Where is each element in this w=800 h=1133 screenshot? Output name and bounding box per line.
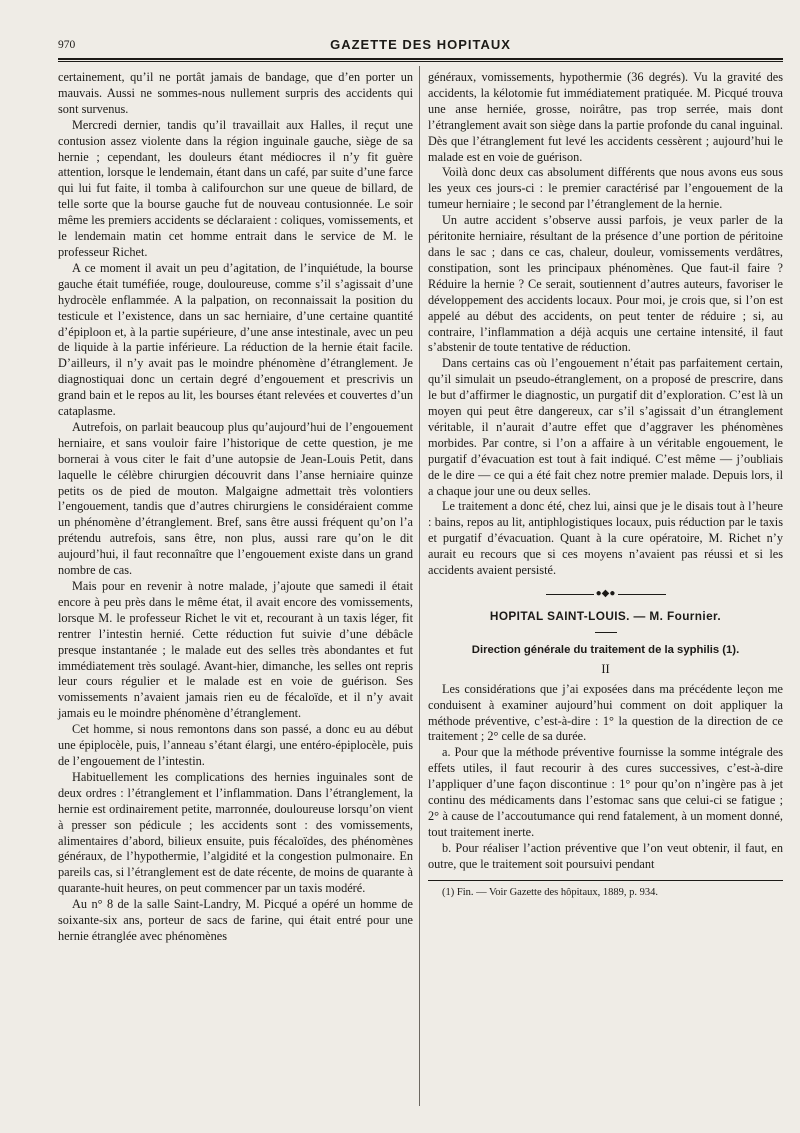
header-rule-thick <box>58 58 783 60</box>
paragraph: Un autre accident s’observe aussi parfois, je veux parler de la péritonite herniaire, résultant de la présence d’une portion de péritoine dans le sac ; dans ce cas, chaleur, douleur, vomissements verdâtres, constipation, sont les principaux phénomènes. Que faut-il faire ? Réduire la hernie ? Ce serait, soutiennent d’autres auteurs, favoriser le développement des accidents locaux. Pour moi, je crois que, si l’on est appelé au début des accidents, on peut tenter de réduire ; si, au contraire, l’inflammation a déjà acquis une certaine intensité, il faut s’abstenir de toute tentative de réduction. <box>428 213 783 355</box>
paragraph: Mais pour en revenir à notre malade, j’ajoute que samedi il était encore à peu près dans le même état, il avait encore des vomissements, lorsque M. le professeur Richet le vit et, recourant à un taxis léger, fit rentrer l’intestin hernié. Cette réduction fut suivie d’une débâcle presque instantanée ; le malade eut des selles très abondantes et fut immédiatement très soulagé. Avant-hier, dimanche, les selles ont repris leur cours régulier et le malade est en voie de guérison. Ses vomissements n’avaient jamais rien eu de fécaloïde, et il n’y avait jamais eu le moindre phénomène d’étranglement. <box>58 579 413 721</box>
section-ornament <box>546 588 666 599</box>
column-divider <box>419 66 420 1106</box>
paragraph: Les considérations que j’ai exposées dans ma précédente leçon me conduisent à examiner aujourd’hui comment on doit appliquer la méthode préventive, c’est-à-dire : 1° la question de la direction de ce traitement ; 2° celle de sa durée. <box>428 681 783 744</box>
paragraph: Au n° 8 de la salle Saint-Landry, M. Picqué a opéré un homme de soixante-six ans, porteur de sacs de farine, qui était entré pour une hernie étranglée avec phénomènes <box>58 897 413 943</box>
paragraph: Cet homme, si nous remontons dans son passé, a donc eu au début une épiplocèle, puis, l’anneau s’étant élargi, une entéro-épiplocèle, puis de l’engouement de l’intestin. <box>58 722 413 768</box>
paragraph: Mercredi dernier, tandis qu’il travaillait aux Halles, il reçut une contusion assez violente dans la région inguinale gauche, siège de sa hernie ; cependant, les douleurs étant médiocres il n’y fit guère attention, lorsque le lendemain, étant dans un café, par suite d’une farce qui lui fut faite, il tomba à califourchon sur une queue de billard, de telle sorte que la bourse gauche fut de nouveau contusionnée. Le soir même les premiers accidents se déclaraient : coliques, vomissements, et le lendemain matin cet homme entrait dans le service de M. le professeur Richet. <box>58 117 413 259</box>
paragraph: a. Pour que la méthode préventive fournisse la somme intégrale des effets utiles, il faut recourir à des cures successives, c’est-à-dire l’appliquer d’une façon discontinue : 1° pour qu’on n’ingère pas à jet continu des médicaments dans l’estomac sans que celui-ci se fatigue ; 2° à cause de l’accoutumance qui rend fatalement, à un moment donné, tout traitement inerte. <box>428 745 783 839</box>
hospital-heading: HOPITAL SAINT-LOUIS. — M. Fournier. <box>489 609 722 623</box>
paragraph: Le traitement a donc été, chez lui, ainsi que je le disais tout à l’heure : bains, repos au lit, antiphlogistiques locaux, puis réduction par le taxis et purgatif d’évacuation. Quant à la cure opératoire, M. Richet n’y aurait eu recours que si ces moyens n’avaient pas réussi et si les accidents avaient persisté. <box>428 499 783 578</box>
page-header <box>58 36 783 56</box>
heading-short-rule <box>595 632 617 633</box>
article-subheading: Direction générale du traitement de la syphilis (1). <box>471 643 740 656</box>
paragraph: généraux, vomissements, hypothermie (36 degrés). Vu la gravité des accidents, la kélotomie fut immédiatement pratiquée. M. Picqué trouva une anse herniée, grosse, noirâtre, pas trop serrée, mais dont l’étranglement avait son siège dans la partie profonde du canal inguinal. Dès que l’étranglement fut levé les accidents cessèrent ; aujourd’hui le malade est en voie de guérison. <box>428 70 783 164</box>
paragraph: b. Pour réaliser l’action préventive que l’on veut obtenir, il faut, en outre, que le traitement soit poursuivi pendant <box>428 840 783 871</box>
part-numeral: II <box>601 661 610 676</box>
right-column <box>428 70 783 899</box>
journal-title: GAZETTE DES HOPITAUX <box>330 37 511 52</box>
header-rule-thin <box>58 61 783 62</box>
paragraph: Voilà donc deux cas absolument différents que nous avons eus sous les yeux ces jours-ci : le premier caractérisé par l’engouement de la tumeur herniaire ; le second par l’étranglement de la hernie. <box>428 165 783 212</box>
ornament-line-right <box>618 594 666 595</box>
paragraph: certainement, qu’il ne portât jamais de bandage, que d’en porter un mauvais. Aussi ne sommes-nous nullement surpris des accidents qui sont survenus. <box>58 70 413 116</box>
ornament-dots-icon: ●◆● <box>595 588 616 599</box>
paragraph: Habituellement les complications des hernies inguinales sont de deux ordres : l’étranglement et l’inflammation. Dans l’étranglement, la hernie est ordinairement petite, marronnée, douloureuse lorsqu’on vient à presser son pédicule ; les accidents sont : des vomissements, alimentaires d’abord, bilieux ensuite, puis fécaloïdes, des phénomènes généraux, de l’hypothermie, l’algidité et la congestion pulmonaire. En pareils cas, si l’étranglement est de date récente, de moins de quarante à quarante-huit heures, on peut commencer par un taxis modéré. <box>58 769 413 896</box>
paragraph: Dans certains cas où l’engouement n’était pas parfaitement certain, qu’il simulait un pseudo-étranglement, on a proposé de prescrire, dans le but d’affirmer le diagnostic, un purgatif dit d’exploration. C’est là un moyen qui peut être dangereux, car s’il s’agissait d’un étranglement véritable, il n’aurait d’autre effet que d’aggraver les phénomènes morbides. Par contre, si l’on a affaire à un véritable engouement, le purgatif d’évacuation est tout à fait indiqué. C’est même — j’oubliais de le dire — ce qui a été fait chez notre premier malade. Depuis lors, il a chaque jour une ou deux selles. <box>428 356 783 498</box>
ornament-line-left <box>546 594 594 595</box>
paragraph: Autrefois, on parlait beaucoup plus qu’aujourd’hui de l’engouement herniaire, et sans vouloir faire l’historique de cette question, je me bornerai à vous citer le fait d’une autopsie de Jean-Louis Petit, dans laquelle le célèbre chirurgien découvrit dans l’anse herniaire quinze petits os de pied de mouton. Malgaigne admettait très volontiers l’engouement, tandis que d’autres chirurgiens le considéraient comme un phénomène d’étranglement. Bref, sans être aussi fréquent qu’on l’a prétendu autrefois, sans être, non plus, aussi rare qu’on le dit aujourd’hui, il faut reconnaître que l’engouement existe dans un grand nombre de cas. <box>58 419 413 578</box>
page-number: 970 <box>58 39 76 51</box>
footnote-rule <box>428 880 783 881</box>
left-column <box>58 70 413 945</box>
paragraph: A ce moment il avait un peu d’agitation, de l’inquiétude, la bourse gauche était tuméfiée, rouge, douloureuse, comme s’il s’agissait d’une hydrocèle enflammée. A la palpation, on reconnaissait la position du testicule et l’existence, dans un sac herniaire, d’une certaine quantité d’épiploon et, à la partie supérieure, d’une anse intestinale, avec un peu de liquide à la partie inférieure. La réduction de la hernie était facile. D’ailleurs, il n’y avait pas le moindre phénomène d’étranglement. Je diagnostiquai donc un certain degré d’engouement et prescrivis un grand bain et le repos au lit, les bourses étant relevées et couvertes d’un cataplasme. <box>58 260 413 419</box>
footnote: (1) Fin. — Voir Gazette des hôpitaux, 1889, p. 934. <box>442 886 659 898</box>
